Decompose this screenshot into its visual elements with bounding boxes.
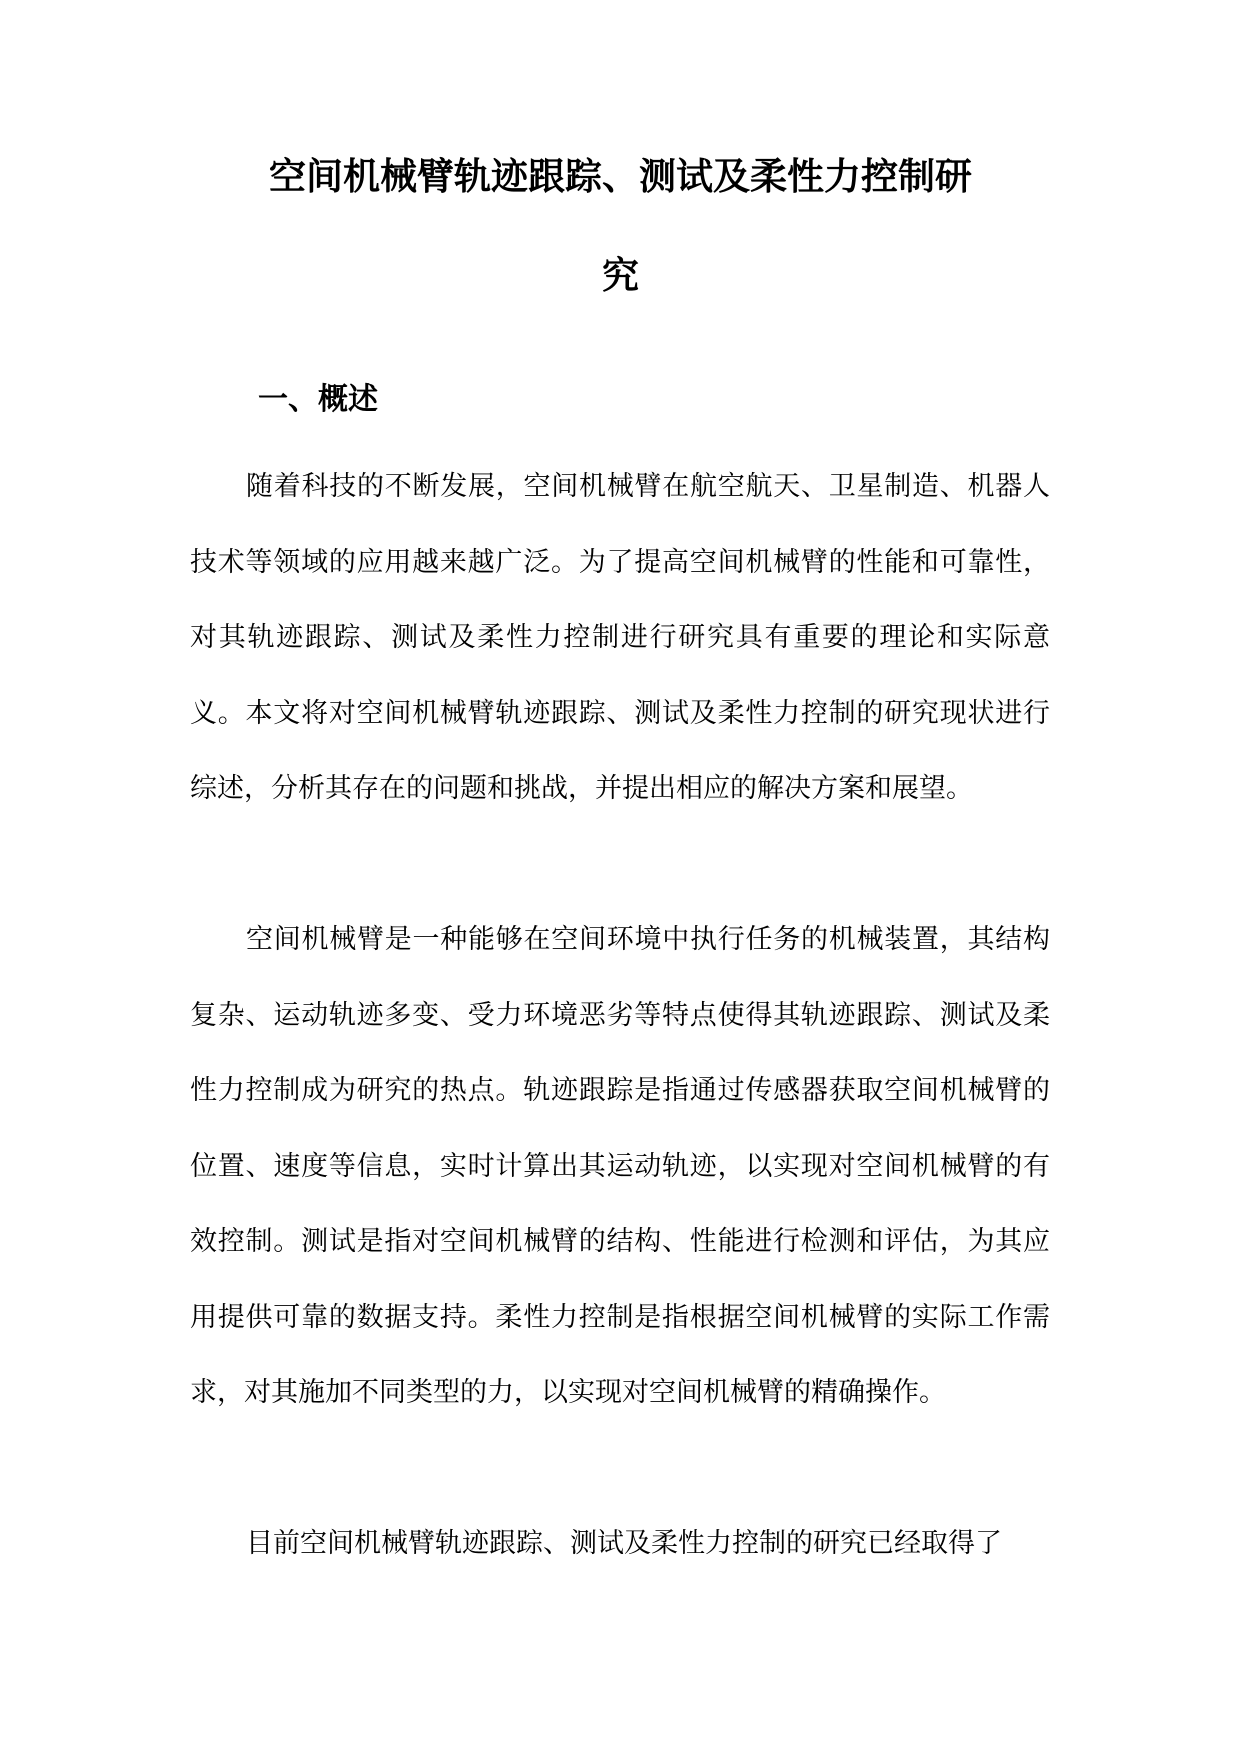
paragraph: 随着科技的不断发展，空间机械臂在航空航天、卫星制造、机器人技术等领域的应用越来越广泛。为了提高空间机械臂的性能和可靠性，对其轨迹跟踪、测试及柔性力控制进行研究具有重要的理论和实际意义。本文将对空间机械臂轨迹跟踪、测试及柔性力控制的研究现状进行综述，分析其存在的问题和挑战，并提出相应的解决方案和展望。 [190, 471, 1050, 804]
document-title-line-1: 空间机械臂轨迹跟踪、测试及柔性力控制研 [269, 155, 972, 198]
paragraph: 目前空间机械臂轨迹跟踪、测试及柔性力控制的研究已经取得了 [246, 1528, 1002, 1559]
section-heading: 一、概述 [258, 382, 378, 417]
document-title-line-2: 究 [602, 254, 639, 297]
paragraph: 空间机械臂是一种能够在空间环境中执行任务的机械装置，其结构复杂、运动轨迹多变、受力环境恶劣等特点使得其轨迹跟踪、测试及柔性力控制成为研究的热点。轨迹跟踪是指通过传感器获取空间机械臂的位置、速度等信息，实时计算出其运动轨迹，以实现对空间机械臂的有效控制。测试是指对空间机械臂的结构、性能进行检测和评估，为其应用提供可靠的数据支持。柔性力控制是指根据空间机械臂的实际工作需求，对其施加不同类型的力，以实现对空间机械臂的精确操作。 [190, 924, 1050, 1408]
